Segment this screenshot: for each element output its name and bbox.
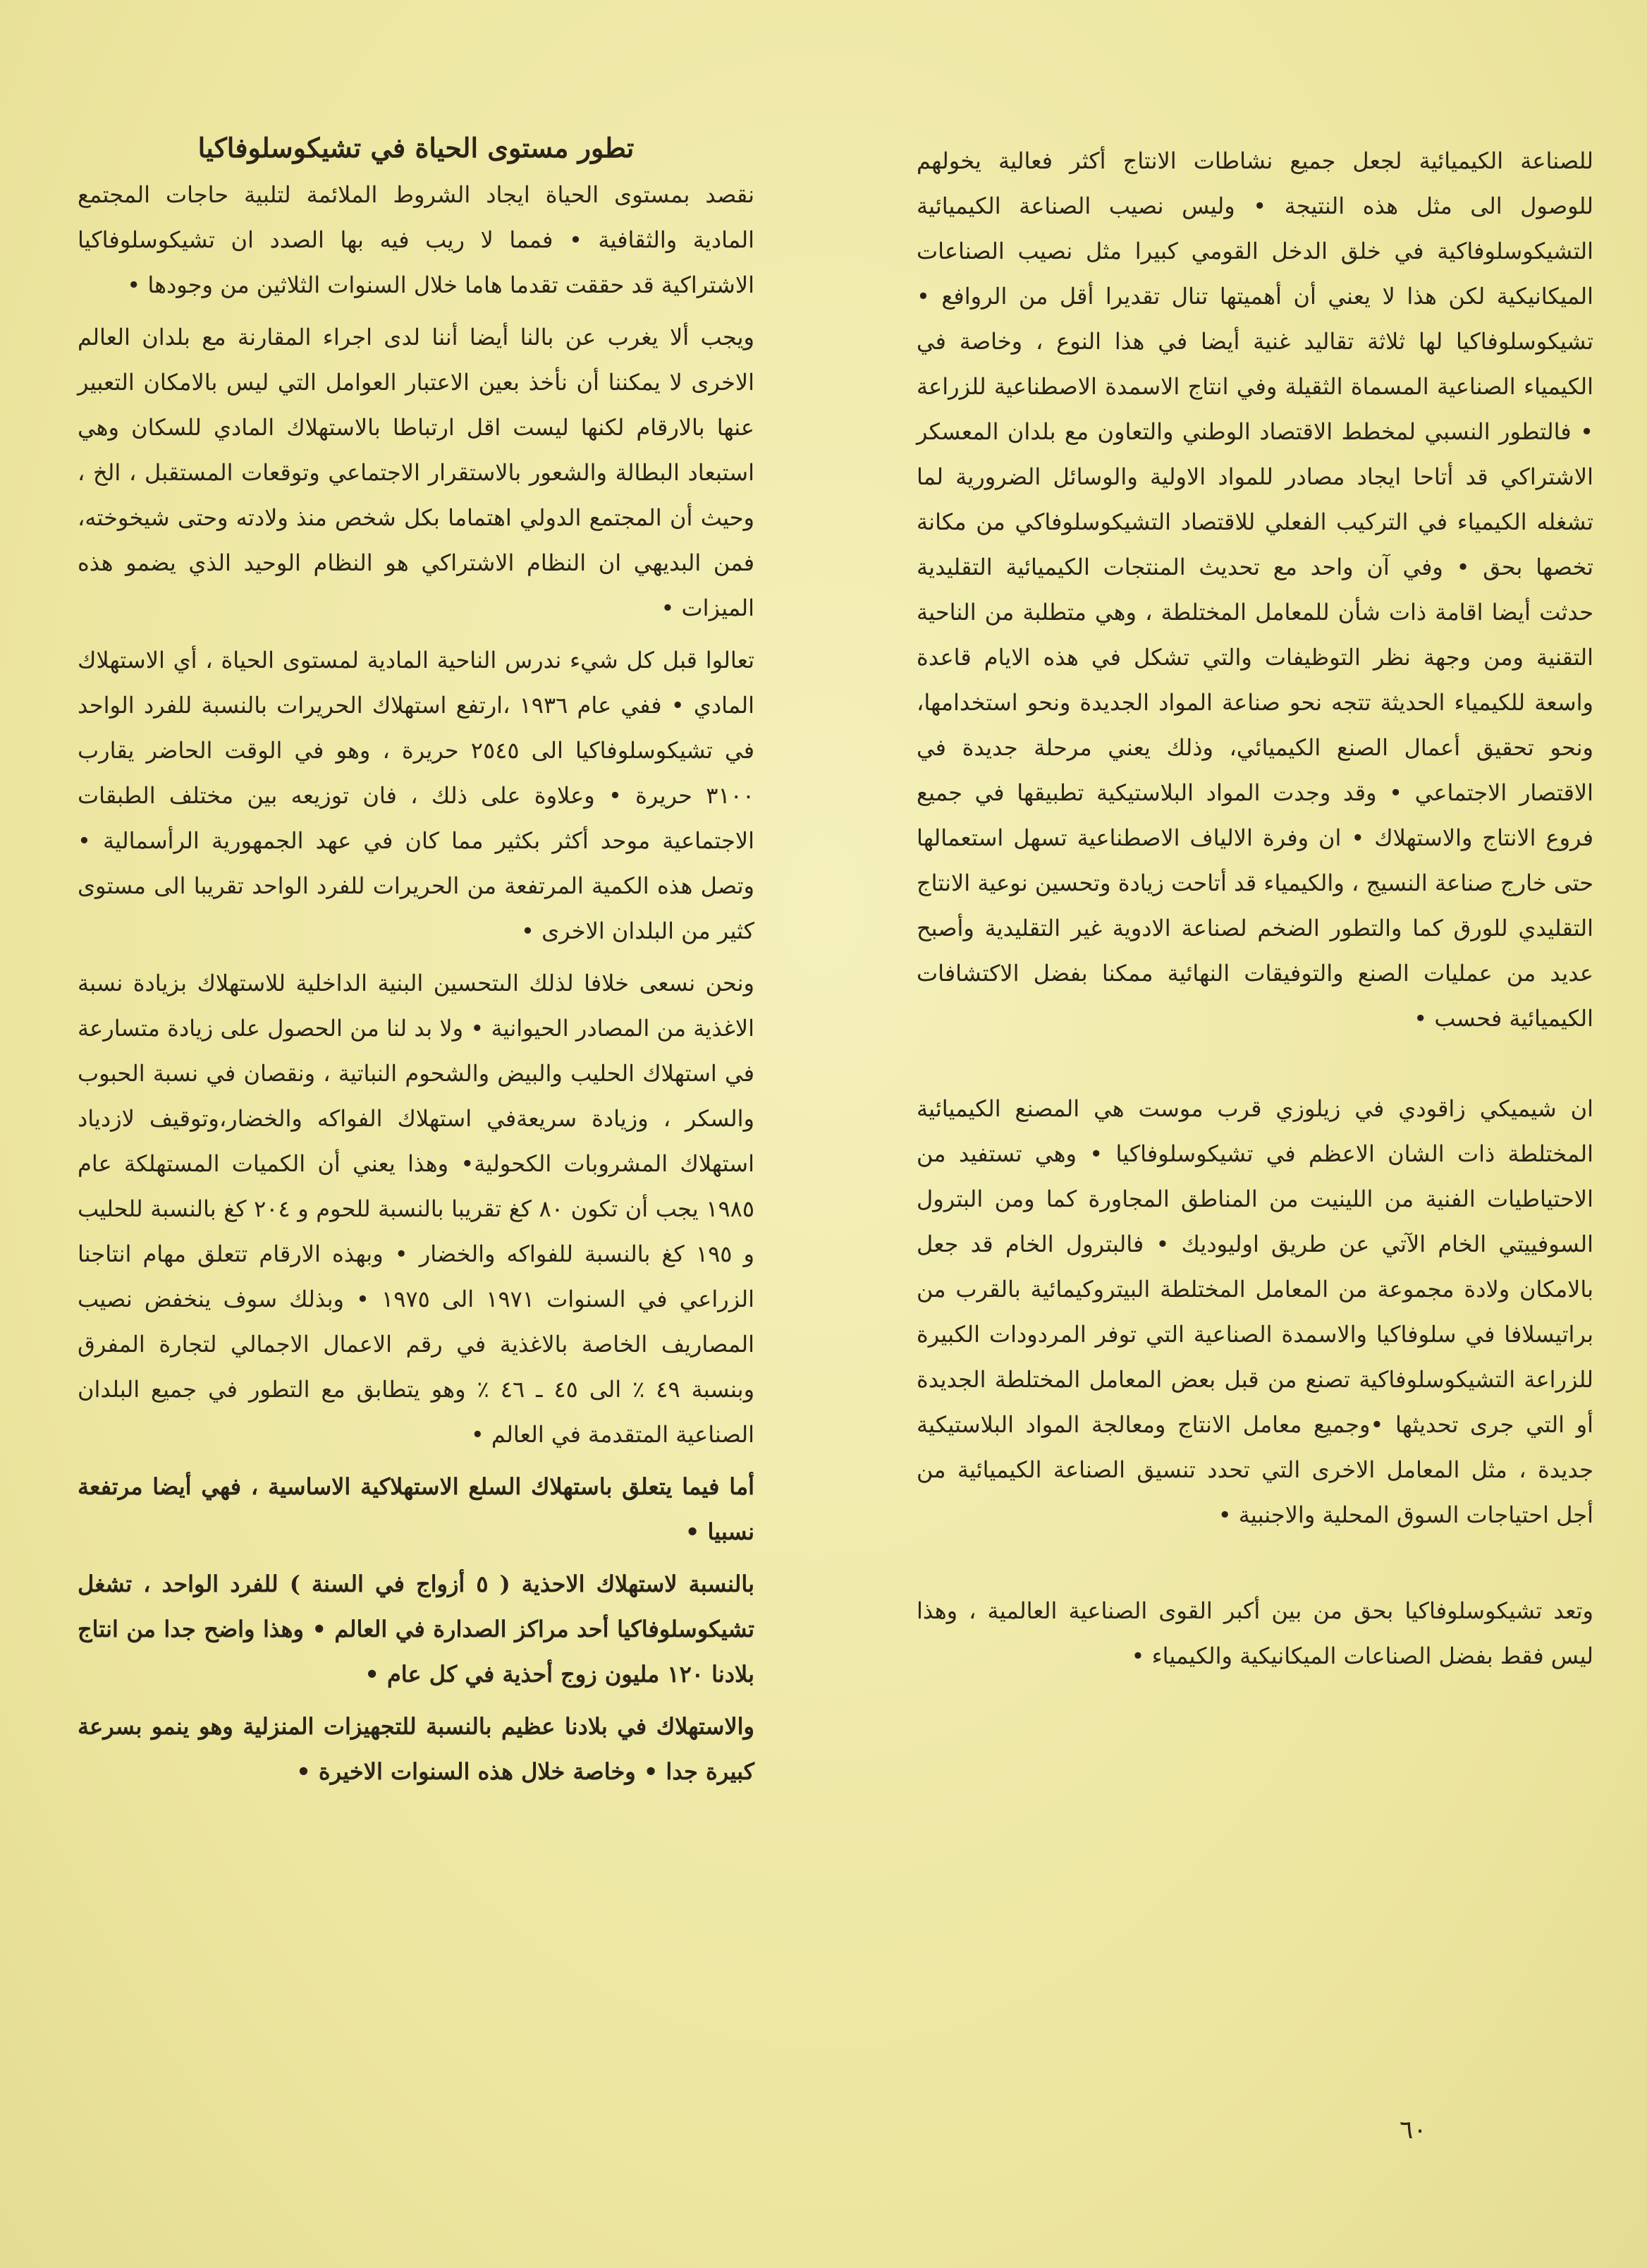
paragraph: للصناعة الكيميائية لجعل جميع نشاطات الانتاج أكثر فعالية يخولهم للوصول الى مثل هذه النتيجة • وليس نصيب الصناعة الكيميائية التشيكوسلوفاكية في خلق الدخل القومي كبيرا مثل نصيب الصناعات الميكانيكية لكن هذا لا يعني أن أهميتها تنال تقديرا أقل من الروافع • تشيكوسلوفاكيا لها ثلاثة تقاليد غنية أيضا في هذا النوع ، وخاصة في الكيمياء الصناعية المسماة الثقيلة وفي انتاج الاسمدة الاصطناعية للزراعة • فالتطور النسبي لمخطط الاقتصاد الوطني والتعاون مع بلدان المعسكر الاشتراكي قد أتاحا ايجاد مصادر للمواد الاولية والوسائل الضرورية لما تشغله الكيمياء في التركيب الفعلي للاقتصاد التشيكوسلوفاكي من مكانة تخصها بحق • وفي آن واحد مع تحديث المنتجات الكيميائية التقليدية حدثت أيضا اقامة ذات شأن للمعامل المختلطة ، وهي متطلبة من الناحية التقنية ومن وجهة نظر التوظيفات والتي تشكل في هذه الايام قاعدة واسعة للكيمياء الحديثة تتجه نحو صناعة المواد الجديدة ونحو استخدامها، ونحو تحقيق أعمال الصنع الكيميائي، وذلك يعني مرحلة جديدة في الاقتصار الاجتماعي • وقد وجدت المواد البلاستيكية تطبيقها في جميع فروع الانتاج والاستهلاك • ان وفرة الالياف الاصطناعية تسهل استعمالها حتى خارج صناعة النسيج ، والكيمياء قد أتاحت زيادة وتحسين نوعية الانتاج التقليدي للورق كما والتطور الضخم لصناعة الادوية غير التقليدية وأصبح عديد من عمليات الصنع والتوفيقات النهائية ممكنا بفضل الاكتشافات الكيميائية فحسب • (917, 147, 1594, 1032)
left-column (78, 127, 754, 1801)
right-column (917, 138, 1593, 1685)
paragraph: والاستهلاك في بلادنا عظيم بالنسبة للتجهيزات المنزلية وهو ينمو بسرعة كبيرة جدا • وخاصة خلال هذه السنوات الاخيرة • (78, 1713, 755, 1785)
paragraph: ويجب ألا يغرب عن بالنا أيضا أننا لدى اجراء المقارنة مع بلدان العالم الاخرى لا يمكننا أن نأخذ بعين الاعتبار العوامل التي ليس بالامكان التعبير عنها بالارقام لكنها ليست اقل ارتباطا بالاستهلاك المادي للسكان وهي استبعاد البطالة والشعور بالاستقرار الاجتماعي وتوقعات المستقبل ، الخ ، وحيث أن المجتمع الدولي اهتماما بكل شخص منذ ولادته وحتى شيخوخته، فمن البديهي ان النظام الاشتراكي هو النظام الوحيد الذي يضمو هذه الميزات • (78, 324, 755, 621)
paragraph: ان شيميكي زاقودي في زيلوزي قرب موست هي المصنع الكيميائية المختلطة ذات الشان الاعظم في تشيكوسلوفاكيا • وهي تستفيد من الاحتياطيات الفنية من اللينيت من المناطق المجاورة كما ومن البترول السوفييتي الخام الآتي عن طريق اوليوديك • فالبترول الخام قد جعل بالامكان ولادة مجموعة من المعامل المختلطة البيتروكيمائية بالقرب من براتيسلافا في سلوفاكيا والاسمدة الصناعية التي توفر المردودات الكبيرة للزراعة التشيكوسلوفاكية تصنع من قبل بعض المعامل المختلطة الجديدة أو التي جرى تحديثها •وجميع معامل الانتاج ومعالجة المواد البلاستيكية جديدة ، مثل المعامل الاخرى التي تحدد تنسيق الصناعة الكيميائية من أجل احتياجات السوق المحلية والاجنبية • (917, 1095, 1594, 1528)
paragraph: تعالوا قبل كل شيء ندرس الناحية المادية لمستوى الحياة ، أي الاستهلاك المادي • ففي عام ١٩٣٦ ،ارتفع استهلاك الحريرات بالنسبة للفرد الواحد في تشيكوسلوفاكيا الى ٢٥٤٥ حريرة ، وهو في الوقت الحاضر يقارب ٣١٠٠ حريرة • وعلاوة على ذلك ، فان توزيعه بين مختلف الطبقات الاجتماعية موحد أكثر بكثير مما كان في عهد الجمهورية الرأسمالية • وتصل هذه الكمية المرتفعة من الحريرات للفرد الواحد تقريبا الى مستوى كثير من البلدان الاخرى • (78, 647, 755, 944)
article-title: تطور مستوى الحياة في تشيكوسلوفاكيا (197, 132, 635, 164)
paragraph: نقصد بمستوى الحياة ايجاد الشروط الملائمة لتلبية حاجات المجتمع المادية والثقافية • فمما لا ريب فيه بها الصدد ان تشيكوسلوفاكيا الاشتراكية قد حققت تقدما هاما خلال السنوات الثلاثين من وجودها • (78, 181, 754, 298)
paragraph: بالنسبة لاستهلاك الاحذية ( ٥ أزواج في السنة ) للفرد الواحد ، تشغل تشيكوسلوفاكيا أحد مراكز الصدارة في العالم • وهذا واضح جدا من انتاج بلادنا ١٢٠ مليون زوج أحذية في كل عام • (78, 1571, 755, 1688)
paragraph: وتعد تشيكوسلوفاكيا بحق من بين أكبر القوى الصناعية العالمية ، وهذا ليس فقط بفضل الصناعات الميكانيكية والكيمياء • (917, 1597, 1593, 1669)
paragraph: ونحن نسعى خلافا لذلك الىتحسين البنية الداخلية للاستهلاك بزيادة نسبة الاغذية من المصادر الحيوانية • ولا بد لنا من الحصول على زيادة متسارعة في استهلاك الحليب والبيض والشحوم النباتية ، ونقصان في نسبة الحبوب والسكر ، وزيادة سريعةفي استهلاك الفواكه والخضار،وتوقيف لازدياد استهلاك المشروبات الكحولية• وهذا يعني أن الكميات المستهلكة عام ١٩٨٥ يجب أن تكون ٨٠ كغ تقريبا بالنسبة للحوم و ٢٠٤ كغ بالنسبة للحليب و ١٩٥ كغ بالنسبة للفواكه والخضار • وبهذه الارقام تتعلق مهام انتاجنا الزراعي في السنوات ١٩٧١ الى ١٩٧٥ • وبذلك سوف ينخفض نصيب المصاريف الخاصة بالاغذية في رقم الاعمال الاجمالي لتجارة المفرق وبنسبة ٤٩ ٪ الى ٤٥ ـ ٤٦ ٪ وهو يتطابق مع التطور في جميع البلدان الصناعية المتقدمة في العالم • (78, 970, 755, 1448)
page-number: ٦٠ (1400, 2116, 1427, 2145)
paragraph: أما فيما يتعلق باستهلاك السلع الاستهلاكية الاساسية ، فهي أيضا مرتفعة نسبيا • (78, 1473, 754, 1545)
